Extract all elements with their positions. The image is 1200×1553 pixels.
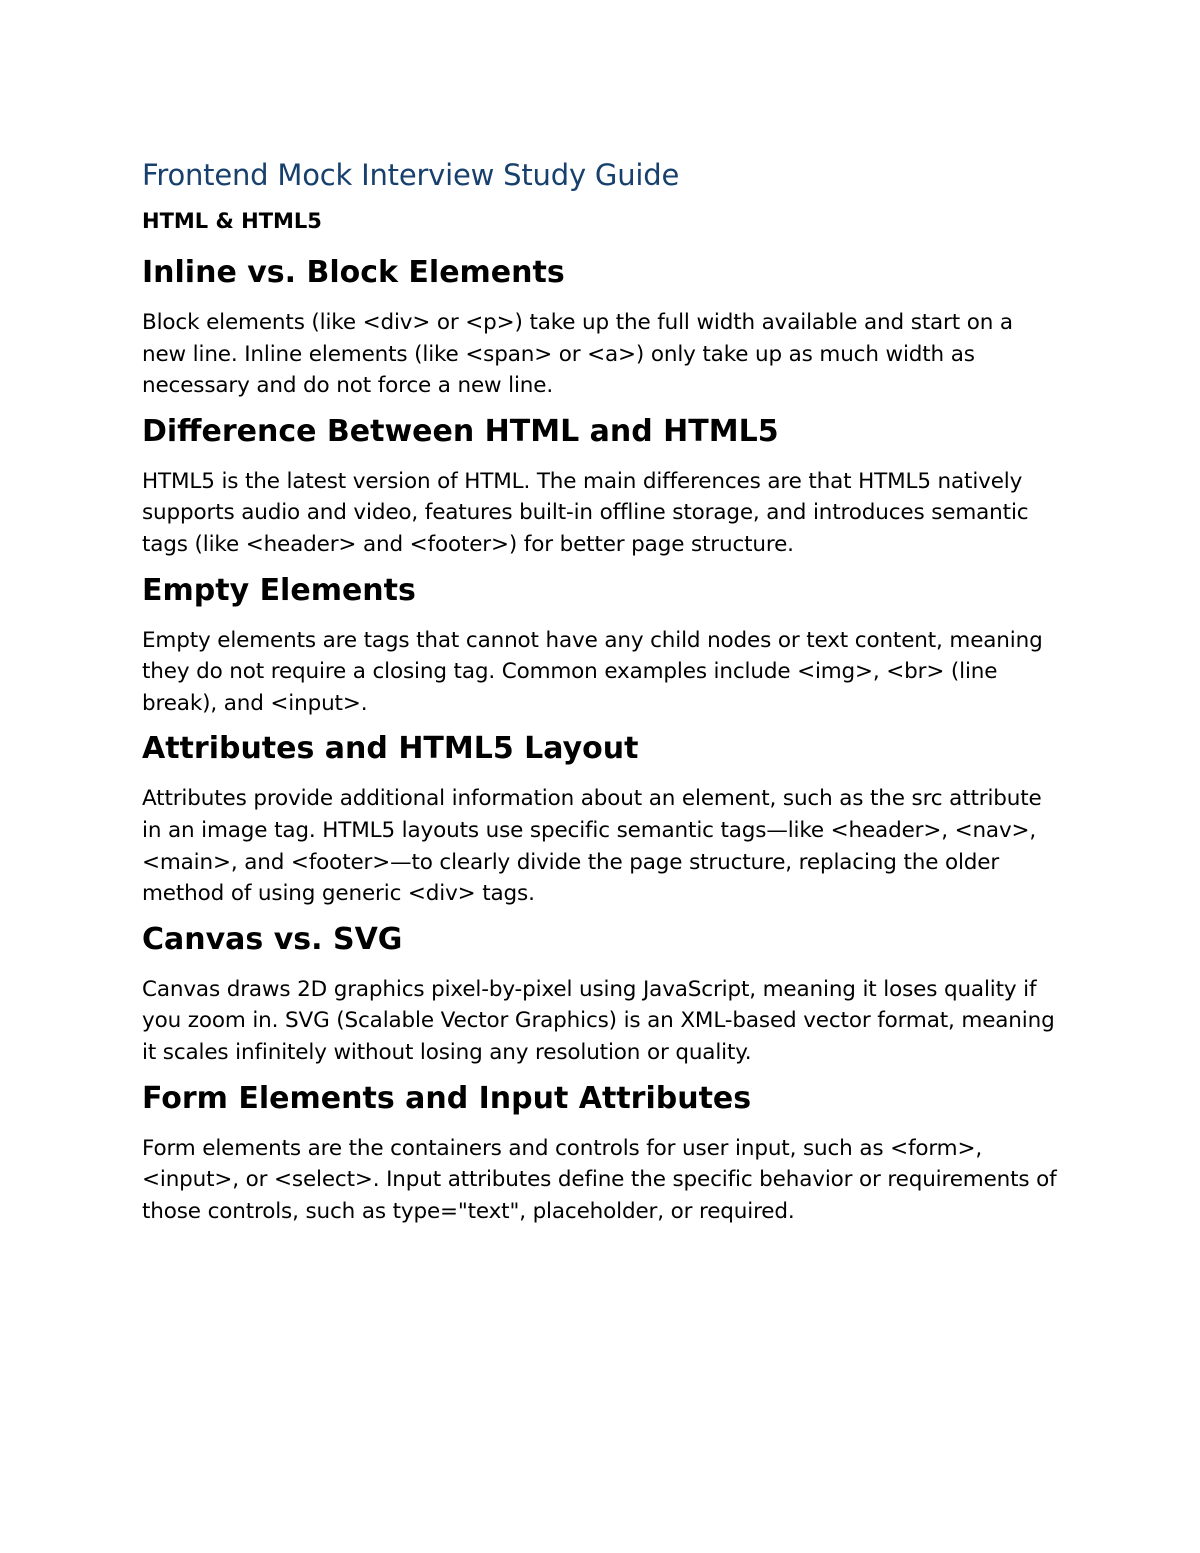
- section-body: HTML5 is the latest version of HTML. The main differences are that HTML5 natively supports audio and video, features built-in offline storage, and introduces semantic tags (like <header> and <footer>) for better page structure.: [142, 468, 1029, 557]
- section-heading: Form Elements and Input Attributes: [142, 1080, 752, 1116]
- section-body: Block elements (like <div> or <p>) take up the full width available and start on a new line. Inline elements (like <span> or <a>) only take up as much width as necessary and do not force a new line.: [142, 310, 1013, 399]
- section-body: Canvas draws 2D graphics pixel-by-pixel using JavaScript, meaning it loses quality if you zoom in. SVG (Scalable Vector Graphics) is an XML-based vector format, meaning it scales infinitely without losing any resolution or quality.: [142, 976, 1055, 1065]
- section-heading: Inline vs. Block Elements: [142, 255, 565, 290]
- section-body: Empty elements are tags that cannot have any child nodes or text content, meaning they do not require a closing tag. Common examples include <img>, <br> (line break), and <input>.: [142, 627, 1043, 716]
- section-heading: Attributes and HTML5 Layout: [142, 731, 639, 767]
- section-inline-vs-block: [142, 252, 1062, 411]
- document-subtitle: HTML & HTML5: [142, 209, 322, 233]
- section-body: Attributes provide additional information about an element, such as the src attribute in an image tag. HTML5 layouts use specific semantic tags—like <header>, <nav>, <main>, and <footer>—to clearly divide the page structure, replacing the older method of using generic <div> tags.: [142, 786, 1042, 907]
- document-title: Frontend Mock Interview Study Guide: [142, 158, 680, 192]
- section-html-vs-html5: [142, 411, 1062, 570]
- section-attributes-layout: [142, 728, 1062, 918]
- section-empty-elements: [142, 570, 1062, 729]
- section-canvas-vs-svg: [142, 919, 1062, 1078]
- section-form-elements: [142, 1078, 1062, 1237]
- section-heading: Difference Between HTML and HTML5: [142, 413, 779, 449]
- section-heading: Canvas vs. SVG: [142, 921, 403, 957]
- document-page: [142, 150, 1062, 1236]
- section-heading: Empty Elements: [142, 572, 416, 608]
- section-body: Form elements are the containers and controls for user input, such as <form>, <input>, or <select>. Input attributes define the specific behavior or requirements of those controls, such as type="text", placeholder, or required.: [142, 1135, 1057, 1224]
